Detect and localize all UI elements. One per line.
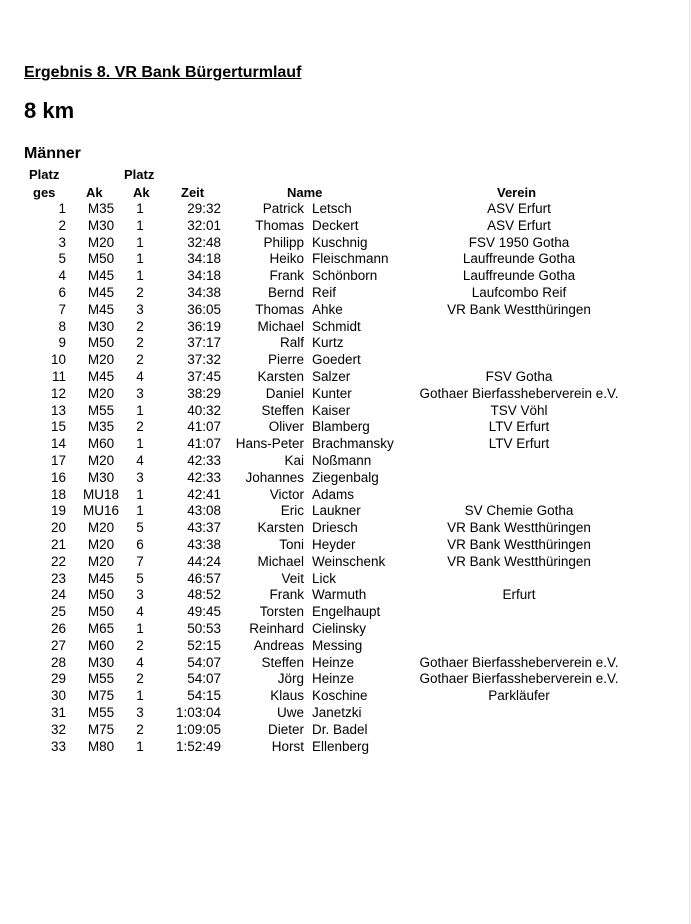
table-row <box>0 621 689 638</box>
ak-cell: M30 <box>87 654 115 670</box>
verein-cell: Lauffreunde Gotha <box>462 251 576 267</box>
table-row <box>0 352 689 369</box>
platz-cell: 33 <box>50 738 66 754</box>
zeit-cell: 36:05 <box>187 301 221 317</box>
header-verein: Verein <box>497 185 537 200</box>
platz-ak-cell: 2 <box>136 671 144 687</box>
verein-cell: VR Bank Westthüringen <box>447 536 591 552</box>
platz-ak-cell: 4 <box>136 368 144 384</box>
platz-cell: 22 <box>50 553 66 569</box>
platz-ak-cell: 1 <box>136 688 144 704</box>
platz-cell: 9 <box>58 335 66 351</box>
platz-ak-cell: 1 <box>136 503 144 519</box>
header-zeit: Zeit <box>181 185 205 200</box>
vorname-cell: Bernd <box>267 284 304 300</box>
vorname-cell: Philipp <box>263 234 304 250</box>
platz-cell: 10 <box>50 352 66 368</box>
ak-cell: M50 <box>87 604 115 620</box>
header-platz-bottom: ges <box>33 185 56 200</box>
table-row <box>0 285 689 302</box>
ak-cell: M20 <box>87 385 115 401</box>
nachname-cell: Salzer <box>312 368 351 384</box>
vorname-cell: Karsten <box>257 520 304 536</box>
platz-ak-cell: 2 <box>136 318 144 334</box>
nachname-cell: Laukner <box>312 503 361 519</box>
vorname-cell: Andreas <box>253 637 304 653</box>
table-row <box>0 604 689 621</box>
table-row <box>0 537 689 554</box>
table-row <box>0 688 689 705</box>
ak-cell: M45 <box>87 570 115 586</box>
verein-cell: Gothaer Bierfassheberverein e.V. <box>419 385 619 401</box>
vorname-cell: Johannes <box>245 469 304 485</box>
ak-cell: M30 <box>87 217 115 233</box>
nachname-cell: Schmidt <box>312 318 361 334</box>
ak-cell: M45 <box>87 284 115 300</box>
ak-cell: M75 <box>87 688 115 704</box>
table-row <box>0 587 689 604</box>
platz-cell: 17 <box>50 452 66 468</box>
platz-cell: 7 <box>58 301 66 317</box>
platz-cell: 23 <box>50 570 66 586</box>
ak-cell: M65 <box>87 620 115 636</box>
platz-ak-cell: 2 <box>136 419 144 435</box>
zeit-cell: 42:41 <box>187 486 221 502</box>
verein-cell: ASV Erfurt <box>487 217 551 233</box>
platz-ak-cell: 4 <box>136 604 144 620</box>
platz-ak-cell: 1 <box>136 234 144 250</box>
zeit-cell: 43:38 <box>187 536 221 552</box>
ak-cell: MU16 <box>82 503 119 519</box>
platz-cell: 5 <box>58 251 66 267</box>
vorname-cell: Heiko <box>269 251 304 267</box>
ak-cell: MU18 <box>82 486 119 502</box>
vorname-cell: Oliver <box>268 419 304 435</box>
vorname-cell: Horst <box>271 738 304 754</box>
table-row <box>0 201 689 218</box>
platz-ak-cell: 1 <box>136 436 144 452</box>
table-row <box>0 268 689 285</box>
zeit-cell: 48:52 <box>187 587 221 603</box>
nachname-cell: Noßmann <box>312 452 372 468</box>
platz-cell: 20 <box>50 520 66 536</box>
platz-cell: 32 <box>50 721 66 737</box>
zeit-cell: 54:07 <box>187 654 221 670</box>
zeit-cell: 37:32 <box>187 352 221 368</box>
verein-cell: Lauffreunde Gotha <box>462 268 576 284</box>
zeit-cell: 34:18 <box>187 268 221 284</box>
zeit-cell: 34:38 <box>187 284 221 300</box>
nachname-cell: Cielinsky <box>312 620 367 636</box>
vorname-cell: Michael <box>257 553 304 569</box>
verein-cell: LTV Erfurt <box>488 436 550 452</box>
zeit-cell: 40:32 <box>187 402 221 418</box>
verein-cell: VR Bank Westthüringen <box>447 301 591 317</box>
table-row <box>0 655 689 672</box>
ak-cell: M20 <box>87 520 115 536</box>
nachname-cell: Letsch <box>312 201 352 216</box>
table-row <box>0 671 689 688</box>
table-row <box>0 218 689 235</box>
ak-cell: M20 <box>87 553 115 569</box>
zeit-cell: 34:18 <box>187 251 221 267</box>
verein-cell: LTV Erfurt <box>488 419 550 435</box>
zeit-cell: 43:08 <box>187 503 221 519</box>
platz-ak-cell: 1 <box>136 217 144 233</box>
zeit-cell: 42:33 <box>187 469 221 485</box>
zeit-cell: 42:33 <box>187 452 221 468</box>
table-row <box>0 419 689 436</box>
platz-cell: 18 <box>50 486 66 502</box>
nachname-cell: Koschine <box>312 688 368 704</box>
platz-ak-cell: 7 <box>136 553 144 569</box>
vorname-cell: Karsten <box>257 368 304 384</box>
category-heading: Männer <box>24 145 81 162</box>
table-row <box>0 436 689 453</box>
ak-cell: M50 <box>87 251 115 267</box>
platz-ak-cell: 3 <box>136 704 144 720</box>
platz-cell: 1 <box>58 201 66 216</box>
table-row <box>0 319 689 336</box>
platz-cell: 24 <box>50 587 66 603</box>
platz-ak-cell: 1 <box>136 620 144 636</box>
vorname-cell: Jörg <box>277 671 304 687</box>
verein-cell: TSV Vöhl <box>490 402 548 418</box>
vorname-cell: Klaus <box>270 688 304 704</box>
platz-ak-cell: 2 <box>136 352 144 368</box>
nachname-cell: Kaiser <box>312 402 351 418</box>
vorname-cell: Uwe <box>276 704 304 720</box>
ak-cell: M20 <box>87 452 115 468</box>
vorname-cell: Michael <box>257 318 304 334</box>
verein-cell: Gothaer Bierfassheberverein e.V. <box>419 671 619 687</box>
nachname-cell: Kunter <box>312 385 352 401</box>
table-row <box>0 470 689 487</box>
table-row <box>0 503 689 520</box>
ak-cell: M45 <box>87 368 115 384</box>
zeit-cell: 38:29 <box>187 385 221 401</box>
platz-ak-cell: 1 <box>136 402 144 418</box>
nachname-cell: Kurtz <box>312 335 344 351</box>
nachname-cell: Weinschenk <box>312 553 386 569</box>
platz-ak-cell: 6 <box>136 536 144 552</box>
table-row <box>0 571 689 588</box>
zeit-cell: 37:45 <box>187 368 221 384</box>
results-table <box>0 201 689 755</box>
platz-ak-cell: 1 <box>136 201 144 216</box>
document-title: Ergebnis 8. VR Bank Bürgerturmlauf <box>24 64 302 81</box>
platz-ak-cell: 4 <box>136 452 144 468</box>
ak-cell: M50 <box>87 335 115 351</box>
platz-cell: 13 <box>50 402 66 418</box>
vorname-cell: Dieter <box>267 721 304 737</box>
table-row <box>0 335 689 352</box>
vorname-cell: Eric <box>280 503 304 519</box>
header-platz-ak-top: Platz <box>124 167 155 182</box>
nachname-cell: Heinze <box>312 671 355 687</box>
zeit-cell: 54:15 <box>187 688 221 704</box>
table-row <box>0 638 689 655</box>
nachname-cell: Fleischmann <box>312 251 389 267</box>
ak-cell: M55 <box>87 402 115 418</box>
zeit-cell: 50:53 <box>187 620 221 636</box>
platz-ak-cell: 3 <box>136 385 144 401</box>
platz-cell: 15 <box>50 419 66 435</box>
verein-cell: FSV 1950 Gotha <box>468 234 570 250</box>
platz-cell: 4 <box>58 268 66 284</box>
nachname-cell: Reif <box>312 284 337 300</box>
nachname-cell: Lick <box>312 570 337 586</box>
ak-cell: M45 <box>87 268 115 284</box>
nachname-cell: Ziegenbalg <box>312 469 379 485</box>
ak-cell: M80 <box>87 738 115 754</box>
nachname-cell: Deckert <box>312 217 359 233</box>
platz-cell: 11 <box>51 368 66 384</box>
platz-ak-cell: 5 <box>136 570 144 586</box>
ak-cell: M45 <box>87 301 115 317</box>
distance-heading: 8 km <box>24 98 75 123</box>
nachname-cell: Engelhaupt <box>312 604 381 620</box>
platz-cell: 31 <box>50 704 66 720</box>
platz-cell: 8 <box>58 318 66 334</box>
nachname-cell: Ellenberg <box>312 738 370 754</box>
platz-cell: 21 <box>50 536 66 552</box>
ak-cell: M55 <box>87 704 115 720</box>
nachname-cell: Dr. Badel <box>312 721 368 737</box>
zeit-cell: 1:52:49 <box>175 738 221 754</box>
platz-cell: 27 <box>50 637 66 653</box>
nachname-cell: Driesch <box>312 520 358 536</box>
zeit-cell: 41:07 <box>187 436 221 452</box>
vorname-cell: Pierre <box>267 352 304 368</box>
table-row <box>0 235 689 252</box>
zeit-cell: 32:01 <box>187 217 221 233</box>
verein-cell: FSV Gotha <box>485 368 553 384</box>
vorname-cell: Toni <box>279 536 304 552</box>
verein-cell: VR Bank Westthüringen <box>447 520 591 536</box>
ak-cell: M20 <box>87 234 115 250</box>
platz-cell: 30 <box>50 688 66 704</box>
platz-ak-cell: 3 <box>136 587 144 603</box>
platz-ak-cell: 2 <box>136 721 144 737</box>
zeit-cell: 29:32 <box>187 201 221 216</box>
vorname-cell: Thomas <box>255 301 304 317</box>
zeit-cell: 44:24 <box>187 553 221 569</box>
table-row <box>0 403 689 420</box>
platz-cell: 29 <box>50 671 66 687</box>
nachname-cell: Goedert <box>312 352 361 368</box>
nachname-cell: Ahke <box>312 301 343 317</box>
ak-cell: M20 <box>87 352 115 368</box>
zeit-cell: 52:15 <box>187 637 221 653</box>
platz-cell: 28 <box>50 654 66 670</box>
nachname-cell: Heyder <box>312 536 356 552</box>
table-row <box>0 251 689 268</box>
vorname-cell: Veit <box>281 570 304 586</box>
vorname-cell: Daniel <box>265 385 304 401</box>
ak-cell: M55 <box>87 671 115 687</box>
vorname-cell: Patrick <box>262 201 304 216</box>
platz-cell: 3 <box>58 234 66 250</box>
platz-ak-cell: 2 <box>136 284 144 300</box>
zeit-cell: 46:57 <box>187 570 221 586</box>
vorname-cell: Frank <box>269 587 304 603</box>
platz-ak-cell: 4 <box>136 654 144 670</box>
header-platz-ak-bottom: Ak <box>133 185 150 200</box>
platz-cell: 14 <box>50 436 66 452</box>
zeit-cell: 1:03:04 <box>175 704 221 720</box>
verein-cell: SV Chemie Gotha <box>464 503 574 519</box>
ak-cell: M75 <box>87 721 115 737</box>
zeit-cell: 54:07 <box>187 671 221 687</box>
table-row <box>0 739 689 756</box>
zeit-cell: 37:17 <box>187 335 221 351</box>
zeit-cell: 1:09:05 <box>175 721 221 737</box>
vorname-cell: Frank <box>269 268 304 284</box>
vorname-cell: Thomas <box>255 217 304 233</box>
table-row <box>0 302 689 319</box>
nachname-cell: Brachmansky <box>312 436 394 452</box>
platz-cell: 25 <box>50 604 66 620</box>
header-name: Name <box>287 185 323 200</box>
table-row <box>0 453 689 470</box>
nachname-cell: Janetzki <box>312 704 362 720</box>
platz-cell: 6 <box>58 284 66 300</box>
platz-cell: 12 <box>50 385 66 401</box>
platz-ak-cell: 2 <box>136 335 144 351</box>
ak-cell: M50 <box>87 587 115 603</box>
ak-cell: M60 <box>87 436 115 452</box>
nachname-cell: Blamberg <box>312 419 370 435</box>
vorname-cell: Steffen <box>261 402 304 418</box>
ak-cell: M35 <box>87 201 115 216</box>
table-row <box>0 722 689 739</box>
verein-cell: ASV Erfurt <box>487 201 551 216</box>
verein-cell: Erfurt <box>502 587 536 603</box>
platz-ak-cell: 1 <box>136 268 144 284</box>
platz-ak-cell: 1 <box>136 486 144 502</box>
vorname-cell: Steffen <box>261 654 304 670</box>
vorname-cell: Victor <box>269 486 304 502</box>
table-row <box>0 386 689 403</box>
platz-cell: 16 <box>50 469 66 485</box>
table-row <box>0 487 689 504</box>
header-platz-top: Platz <box>29 167 60 182</box>
nachname-cell: Heinze <box>312 654 355 670</box>
nachname-cell: Schönborn <box>312 268 378 284</box>
zeit-cell: 32:48 <box>187 234 221 250</box>
platz-ak-cell: 2 <box>136 637 144 653</box>
nachname-cell: Adams <box>312 486 355 502</box>
vorname-cell: Reinhard <box>249 620 304 636</box>
platz-ak-cell: 3 <box>136 301 144 317</box>
table-row <box>0 520 689 537</box>
verein-cell: VR Bank Westthüringen <box>447 553 591 569</box>
vorname-cell: Hans-Peter <box>235 436 304 452</box>
zeit-cell: 36:19 <box>187 318 221 334</box>
ak-cell: M30 <box>87 469 115 485</box>
vorname-cell: Torsten <box>259 604 304 620</box>
platz-ak-cell: 5 <box>136 520 144 536</box>
zeit-cell: 49:45 <box>187 604 221 620</box>
table-row <box>0 705 689 722</box>
table-row <box>0 369 689 386</box>
platz-ak-cell: 3 <box>136 469 144 485</box>
platz-cell: 19 <box>50 503 66 519</box>
table-row <box>0 554 689 571</box>
nachname-cell: Messing <box>312 637 363 653</box>
verein-cell: Gothaer Bierfassheberverein e.V. <box>419 654 619 670</box>
ak-cell: M30 <box>87 318 115 334</box>
ak-cell: M20 <box>87 536 115 552</box>
header-ak: Ak <box>86 185 103 200</box>
platz-cell: 2 <box>58 217 66 233</box>
nachname-cell: Kuschnig <box>312 234 368 250</box>
verein-cell: Laufcombo Reif <box>471 284 567 300</box>
platz-ak-cell: 1 <box>136 738 144 754</box>
nachname-cell: Warmuth <box>312 587 367 603</box>
vorname-cell: Kai <box>284 452 304 468</box>
vorname-cell: Ralf <box>279 335 304 351</box>
verein-cell: Parkläufer <box>488 688 550 704</box>
ak-cell: M60 <box>87 637 115 653</box>
platz-ak-cell: 1 <box>136 251 144 267</box>
zeit-cell: 43:37 <box>187 520 221 536</box>
platz-cell: 26 <box>50 620 66 636</box>
ak-cell: M35 <box>87 419 115 435</box>
zeit-cell: 41:07 <box>187 419 221 435</box>
